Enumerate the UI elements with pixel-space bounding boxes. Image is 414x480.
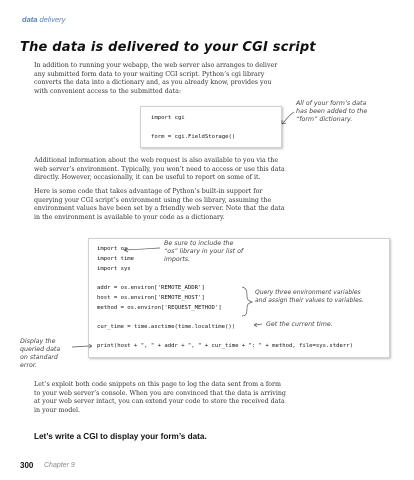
page-title: The data is delivered to your CGI script bbox=[20, 40, 316, 55]
code-line: host = os.environ['REMOTE_HOST'] bbox=[97, 295, 205, 301]
code-line: addr = os.environ['REMOTE_ADDR'] bbox=[97, 285, 205, 291]
code-line: import os bbox=[97, 246, 128, 252]
intro-line: with convenient access to the submitted data: bbox=[34, 87, 181, 95]
code-line: cur_time = time.asctime(time.localtime()) bbox=[97, 324, 236, 330]
annotation-display-stderr: Display the queried data on standard error. bbox=[20, 338, 61, 369]
annotation-include-os: Be sure to include the “os” library in your list of imports. bbox=[164, 240, 244, 263]
code-line: form = cgi.FieldStorage() bbox=[151, 134, 236, 140]
annotation-current-time: Get the current time. bbox=[266, 321, 333, 328]
running-head-prefix: data bbox=[22, 15, 38, 24]
page-number: 300 bbox=[20, 461, 34, 470]
annotation-query-environment: Query three environment variables and assign their values to variables. bbox=[255, 289, 364, 304]
code-line: import sys bbox=[97, 266, 131, 272]
code-line: method = os.environ['REQUEST_METHOD'] bbox=[97, 305, 222, 311]
running-head-suffix: delivery bbox=[39, 15, 66, 24]
code-line: import time bbox=[97, 256, 135, 262]
section-call-to-action: Let’s write a CGI to display your form’s data. bbox=[34, 432, 207, 441]
intro-line: converts the data into a dictionary and, as you already know, provides you bbox=[34, 79, 272, 87]
code-line: import cgi bbox=[151, 115, 185, 121]
intro-line: In addition to running your webapp, the web server also arranges to deliver bbox=[34, 62, 278, 69]
environment-paragraph: Additional information about the web request is also available to you via the web server’s environment. Typically, you won’t need to access or use this data directly. However, occasionally, it can be useful to report on some of it. bbox=[34, 157, 285, 182]
annotation-form-dictionary: All of your form’s data has been added to the “form” dictionary. bbox=[296, 100, 368, 123]
logging-paragraph: Let’s exploit both code snippets on this page to log the data sent from a form to your web server’s console. When you are convinced that the data is arriving at your web server intact, you can extend your code to store the received data in your model. bbox=[34, 381, 286, 414]
os-library-paragraph: Here is some code that takes advantage of Python’s built-in support for querying your CGI script’s environment using the os library, assuming the environment values have been set by a friendly web server. Note that the data in the environment is available to your code as a dictionary. bbox=[34, 188, 285, 221]
code-line: print(host + ", " + addr + ", " + cur_time + ": " + method, file=sys.stderr) bbox=[97, 343, 353, 349]
intro-line: any submitted form data to your waiting CGI script. Python’s cgi library bbox=[34, 70, 265, 78]
chapter-label: Chapter 9 bbox=[44, 462, 75, 469]
